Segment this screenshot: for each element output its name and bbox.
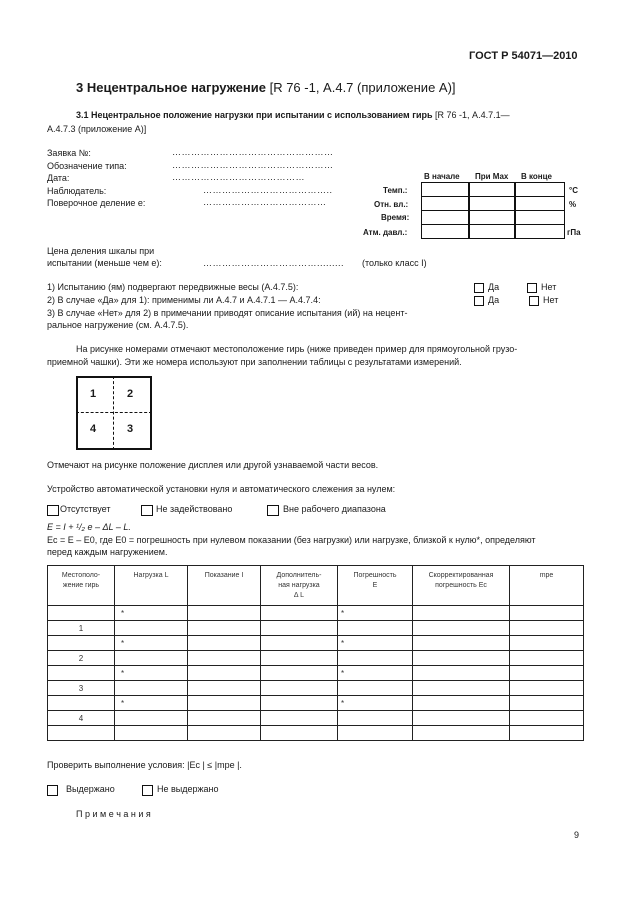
cell-mpe[interactable] bbox=[510, 666, 584, 681]
cell-mpe[interactable] bbox=[510, 636, 584, 651]
check-failed-label: Не выдержано bbox=[157, 784, 219, 794]
field-verification-label: Поверочное деление e: bbox=[47, 198, 146, 208]
cell-error[interactable] bbox=[338, 621, 413, 636]
cell-load[interactable] bbox=[115, 621, 188, 636]
cell-error[interactable]: * bbox=[338, 636, 413, 651]
table-row bbox=[48, 636, 584, 651]
cell-additional-load[interactable] bbox=[261, 666, 338, 681]
figure-text-line2: приемной чашки). Эти же номера используют при заполнении таблицы с результатами измерений. bbox=[47, 357, 462, 367]
figure-text-line1: На рисунке номерами отмечают местоположение гирь (ниже приведен пример для прямоугольной грузо- bbox=[76, 344, 518, 354]
scale-label-2: испытании (меньше чем e): bbox=[47, 258, 162, 268]
cell-additional-load[interactable] bbox=[261, 636, 338, 651]
cond-col-start: В начале bbox=[424, 172, 460, 181]
autozero-absent-label: Отсутствует bbox=[60, 504, 111, 514]
cell-reading[interactable] bbox=[188, 726, 261, 741]
cell-position[interactable] bbox=[48, 606, 115, 621]
cell-reading[interactable] bbox=[188, 651, 261, 666]
field-observer-label: Наблюдатель: bbox=[47, 186, 107, 196]
subsection-ref-cont: А.4.7.3 (приложение А)] bbox=[47, 124, 147, 134]
cond-row-pressure: Атм. давл.: bbox=[363, 228, 408, 237]
cell-position[interactable]: 1 bbox=[48, 621, 115, 636]
table-row bbox=[48, 606, 584, 621]
position-number-4: 4 bbox=[90, 423, 97, 435]
autozero-absent-checkbox[interactable] bbox=[47, 505, 59, 516]
col-header-position: Местополо- жение гирь bbox=[48, 566, 115, 606]
cell-mpe[interactable] bbox=[510, 681, 584, 696]
cond-unit-temp: °С bbox=[569, 186, 578, 195]
cell-additional-load[interactable] bbox=[261, 711, 338, 726]
cell-mpe[interactable] bbox=[510, 711, 584, 726]
autozero-unused-label: Не задействовано bbox=[156, 504, 233, 514]
table-row bbox=[48, 711, 584, 726]
cell-corrected-error[interactable] bbox=[413, 711, 510, 726]
results-header-row bbox=[48, 566, 584, 606]
q1-no-checkbox[interactable] bbox=[527, 283, 537, 293]
q2-no-checkbox[interactable] bbox=[529, 296, 539, 306]
question-2: 2) В случае «Да» для 1): применимы ли А.4.7 и А.4.7.1 — А.4.7.4: bbox=[47, 295, 321, 305]
table-row bbox=[48, 681, 584, 696]
cond-cell[interactable] bbox=[421, 210, 469, 225]
cell-error[interactable] bbox=[338, 651, 413, 666]
q2-yes-label: Да bbox=[488, 295, 500, 305]
subsection-title bbox=[76, 110, 510, 120]
cell-reading[interactable] bbox=[188, 666, 261, 681]
cell-load[interactable]: * bbox=[115, 696, 188, 711]
check-failed-checkbox[interactable] bbox=[142, 785, 153, 796]
field-date-dots[interactable]: …………………………………… bbox=[172, 172, 305, 182]
table-row bbox=[48, 666, 584, 681]
q2-yes-checkbox[interactable] bbox=[474, 296, 484, 306]
cell-error[interactable] bbox=[338, 711, 413, 726]
subsection-title-text: 3.1 Нецентральное положение нагрузки при испытании с использованием гирь bbox=[76, 110, 433, 120]
cond-cell[interactable] bbox=[469, 224, 515, 239]
cell-reading[interactable] bbox=[188, 696, 261, 711]
q2-no-label: Нет bbox=[543, 295, 559, 305]
scale-dots[interactable]: ………………………………......... bbox=[203, 258, 345, 268]
subsection-ref: [R 76 -1, А.4.7.1— bbox=[435, 110, 510, 120]
section-title-ref: [R 76 -1, А.4.7 (приложение А)] bbox=[269, 80, 456, 95]
field-verification-dots[interactable]: ………………………………… bbox=[203, 197, 327, 207]
position-number-1: 1 bbox=[90, 388, 97, 400]
weight-position-diagram[interactable] bbox=[76, 376, 152, 450]
autozero-outside-label: Вне рабочего диапазона bbox=[283, 504, 386, 514]
q1-yes-label: Да bbox=[488, 282, 500, 292]
cell-error[interactable] bbox=[338, 681, 413, 696]
cell-error[interactable]: * bbox=[338, 696, 413, 711]
cond-cell[interactable] bbox=[515, 224, 565, 239]
cell-position[interactable]: 3 bbox=[48, 681, 115, 696]
cond-unit-humidity: % bbox=[569, 200, 577, 209]
standard-number: ГОСТ Р 54071—2010 bbox=[469, 50, 578, 62]
cell-load[interactable]: * bbox=[115, 666, 188, 681]
scale-label-1: Цена деления шкалы при bbox=[47, 246, 155, 256]
field-type-dots[interactable]: …………………………………………… bbox=[172, 160, 334, 170]
check-passed-checkbox[interactable] bbox=[47, 785, 58, 796]
section-title bbox=[76, 80, 456, 95]
cond-row-humidity: Отн. вл.: bbox=[374, 200, 409, 209]
cell-additional-load[interactable] bbox=[261, 726, 338, 741]
cond-cell[interactable] bbox=[421, 196, 469, 211]
cond-cell[interactable] bbox=[515, 196, 565, 211]
field-application-dots[interactable]: …………………………………………… bbox=[172, 147, 334, 157]
cond-cell[interactable] bbox=[469, 210, 515, 225]
table-row bbox=[48, 696, 584, 711]
question-1: 1) Испытанию (ям) подвергают передвижные весы (А.4.7.5): bbox=[47, 282, 299, 292]
cond-cell[interactable] bbox=[469, 196, 515, 211]
cell-corrected-error[interactable] bbox=[413, 681, 510, 696]
autozero-unused-checkbox[interactable] bbox=[141, 505, 153, 516]
cell-mpe[interactable] bbox=[510, 651, 584, 666]
cell-reading[interactable] bbox=[188, 606, 261, 621]
question-3-line2: ральное нагружение (см. А.4.7.5). bbox=[47, 320, 189, 330]
cell-mpe[interactable] bbox=[510, 696, 584, 711]
col-header-error: Погрешность E bbox=[338, 566, 413, 606]
cell-mpe[interactable] bbox=[510, 726, 584, 741]
cell-error[interactable] bbox=[338, 726, 413, 741]
position-number-2: 2 bbox=[127, 388, 134, 400]
diagram-v-divider bbox=[113, 376, 114, 450]
cell-reading[interactable] bbox=[188, 636, 261, 651]
cell-mpe[interactable] bbox=[510, 621, 584, 636]
autozero-outside-checkbox[interactable] bbox=[267, 505, 279, 516]
cell-position[interactable] bbox=[48, 696, 115, 711]
formula-corrected-line2: перед каждым нагружением. bbox=[47, 547, 168, 557]
position-number-3: 3 bbox=[127, 423, 134, 435]
cell-corrected-error[interactable] bbox=[413, 651, 510, 666]
field-application-label: Заявка №: bbox=[47, 148, 91, 158]
cell-additional-load[interactable] bbox=[261, 651, 338, 666]
cond-cell[interactable] bbox=[421, 224, 469, 239]
page-number: 9 bbox=[574, 830, 580, 840]
cell-position[interactable] bbox=[48, 726, 115, 741]
cell-mpe[interactable] bbox=[510, 606, 584, 621]
cell-corrected-error[interactable] bbox=[413, 696, 510, 711]
diagram-h-divider bbox=[76, 412, 152, 413]
scale-note: (только класс I) bbox=[362, 258, 427, 268]
cond-row-time: Время: bbox=[381, 213, 410, 222]
col-header-additional-load: Дополнитель- ная нагрузка Δ L bbox=[261, 566, 338, 606]
table-row bbox=[48, 621, 584, 636]
table-row bbox=[48, 651, 584, 666]
col-header-corrected-error: Скорректированная погрешность Ec bbox=[413, 566, 510, 606]
col-header-reading: Показание I bbox=[188, 566, 261, 606]
cell-corrected-error[interactable] bbox=[413, 726, 510, 741]
cell-load[interactable] bbox=[115, 651, 188, 666]
col-header-load: Нагрузка L bbox=[115, 566, 188, 606]
field-observer-dots[interactable]: ………………………………….. bbox=[203, 185, 333, 195]
cell-load[interactable]: * bbox=[115, 636, 188, 651]
cell-reading[interactable] bbox=[188, 681, 261, 696]
cell-additional-load[interactable] bbox=[261, 681, 338, 696]
cond-cell[interactable] bbox=[515, 182, 565, 197]
cond-col-max: При Max bbox=[475, 172, 509, 181]
cell-corrected-error[interactable] bbox=[413, 621, 510, 636]
cond-unit-pressure: гПа bbox=[567, 228, 581, 237]
field-date-label: Дата: bbox=[47, 173, 70, 183]
table-row bbox=[48, 726, 584, 741]
cond-col-end: В конце bbox=[521, 172, 552, 181]
question-3-line1: 3) В случае «Нет» для 2) в примечании приводят описание испытания (ий) на нецент- bbox=[47, 308, 408, 318]
cell-position[interactable]: 4 bbox=[48, 711, 115, 726]
field-type-label: Обозначение типа: bbox=[47, 161, 127, 171]
q1-yes-checkbox[interactable] bbox=[474, 283, 484, 293]
cell-load[interactable] bbox=[115, 681, 188, 696]
cell-load[interactable] bbox=[115, 711, 188, 726]
cell-corrected-error[interactable] bbox=[413, 636, 510, 651]
section-title-text: 3 Нецентральное нагружение bbox=[76, 80, 266, 95]
cell-load[interactable]: * bbox=[115, 606, 188, 621]
cell-load[interactable] bbox=[115, 726, 188, 741]
cell-position[interactable]: 2 bbox=[48, 651, 115, 666]
cond-cell[interactable] bbox=[515, 210, 565, 225]
check-passed-label: Выдержано bbox=[66, 784, 115, 794]
formula-corrected-line1: Ec = E – E0, где E0 = погрешность при нулевом показании (без нагрузки) или нагрузке, близкой к нулю*, определяют bbox=[47, 535, 536, 545]
check-condition: Проверить выполнение условия: |Ec | ≤ |mpe |. bbox=[47, 760, 242, 770]
cell-position[interactable] bbox=[48, 636, 115, 651]
cond-cell[interactable] bbox=[469, 182, 515, 197]
notes-heading: П р и м е ч а н и я bbox=[76, 809, 151, 819]
cond-row-temp: Темп.: bbox=[383, 186, 408, 195]
col-header-mpe: mpe bbox=[510, 566, 584, 606]
q1-no-label: Нет bbox=[541, 282, 557, 292]
cell-additional-load[interactable] bbox=[261, 696, 338, 711]
cell-additional-load[interactable] bbox=[261, 621, 338, 636]
cell-additional-load[interactable] bbox=[261, 606, 338, 621]
cell-error[interactable]: * bbox=[338, 606, 413, 621]
cell-position[interactable] bbox=[48, 666, 115, 681]
cell-corrected-error[interactable] bbox=[413, 666, 510, 681]
results-table bbox=[47, 565, 584, 741]
display-note: Отмечают на рисунке положение дисплея или другой узнаваемой части весов. bbox=[47, 460, 379, 470]
cell-reading[interactable] bbox=[188, 711, 261, 726]
cell-reading[interactable] bbox=[188, 621, 261, 636]
formula-error: E = I + ¹/₂ e – ΔL – L. bbox=[47, 522, 131, 532]
cond-cell[interactable] bbox=[421, 182, 469, 197]
cell-error[interactable]: * bbox=[338, 666, 413, 681]
autozero-label: Устройство автоматической установки нуля и автоматического слежения за нулем: bbox=[47, 484, 396, 494]
cell-corrected-error[interactable] bbox=[413, 606, 510, 621]
